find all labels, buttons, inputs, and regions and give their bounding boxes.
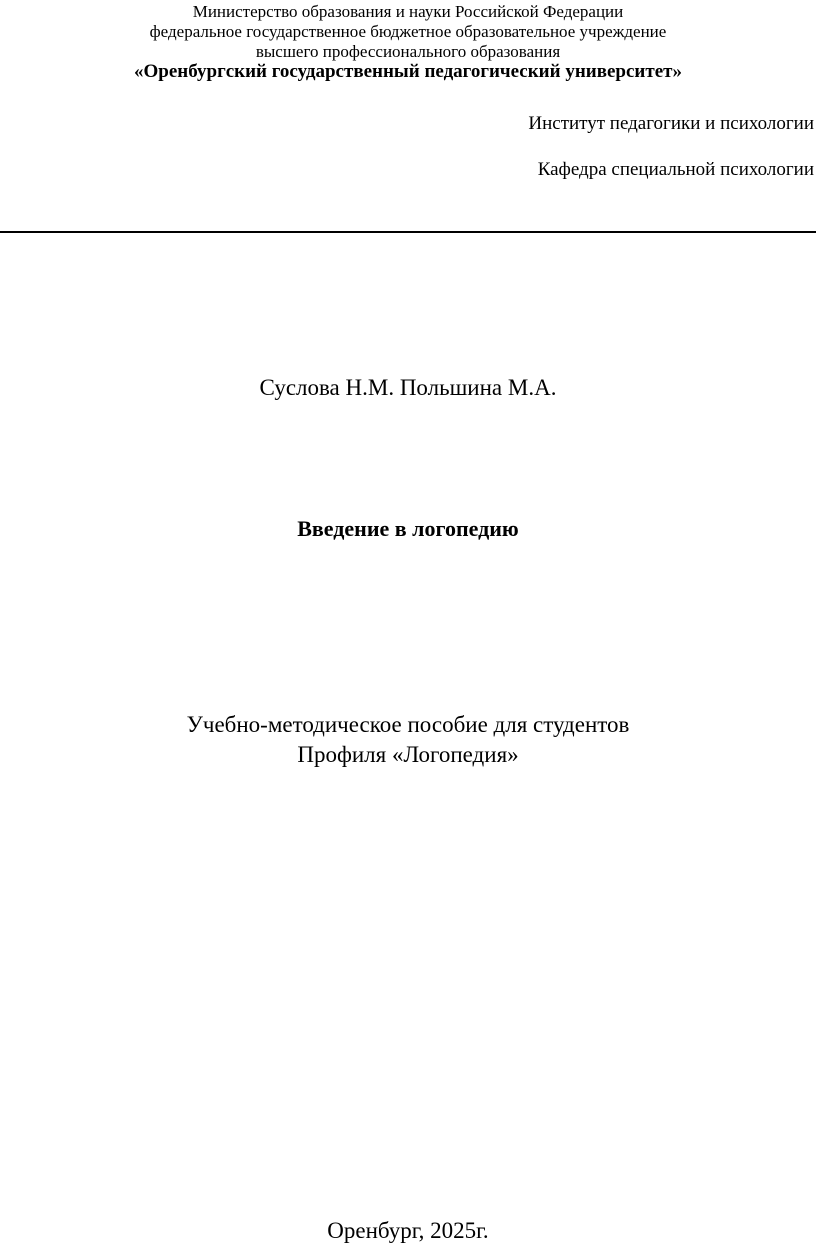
institution-type-text: федеральное государственное бюджетное образовательное учреждение <box>149 22 667 41</box>
ministry-text: Министерство образования и науки Российской Федерации <box>192 2 624 21</box>
city-year: Оренбург, 2025г. <box>327 1218 489 1243</box>
subtitle-line-2: Профиля «Логопедия» <box>297 742 519 767</box>
department-name: Кафедра специальной психологии <box>537 159 814 180</box>
subtitle-line-1: Учебно-методическое пособие для студентов <box>186 712 630 737</box>
institute-name: Институт педагогики и психологии <box>528 113 814 134</box>
authors: Суслова Н.М. Польшина М.А. <box>259 375 557 400</box>
horizontal-rule <box>0 231 816 233</box>
university-name: «Оренбургский государственный педагогический университет» <box>134 61 682 82</box>
document-title: Введение в логопедию <box>297 516 519 541</box>
education-level-text: высшего профессионального образования <box>255 42 561 61</box>
